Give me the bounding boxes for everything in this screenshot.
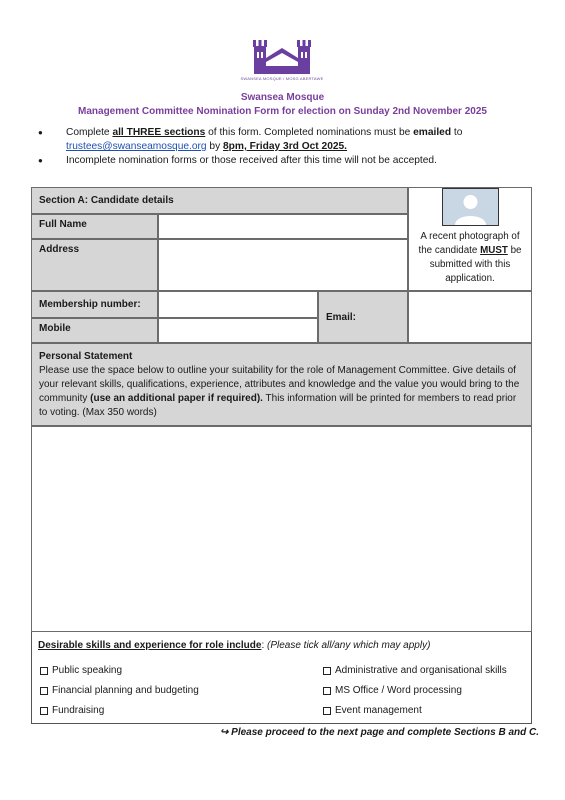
org-name: Swansea Mosque (240, 92, 325, 103)
checkbox-icon[interactable] (323, 707, 331, 715)
address-input[interactable] (158, 239, 408, 291)
personal-statement-heading: Personal Statement (39, 351, 133, 362)
email-input[interactable] (408, 291, 532, 343)
email-label: Email: (318, 291, 408, 343)
mobile-label: Mobile (31, 318, 158, 343)
personal-statement-input[interactable] (31, 426, 532, 632)
section-a-heading: Section A: Candidate details (31, 187, 408, 214)
skill-administrative[interactable]: Administrative and organisational skills (323, 665, 507, 676)
email-link[interactable]: trustees@swanseamosque.org (66, 141, 207, 152)
mobile-input[interactable] (158, 318, 318, 343)
skills-heading: Desirable skills and experience for role include: (Please tick all/any which may apply) (38, 640, 431, 651)
checkbox-icon[interactable] (40, 667, 48, 675)
avatar-placeholder-icon (442, 188, 499, 226)
next-page-note: ↪ Please proceed to the next page and complete Sections B and C. (220, 727, 540, 738)
skill-event-management[interactable]: Event management (323, 705, 422, 716)
logo-caption: SWANSEA MOSQUE / MOSG ABERTAWE (240, 76, 324, 81)
form-title: Management Committee Nomination Form for election on Sunday 2nd November 2025 (78, 106, 487, 117)
address-label: Address (31, 239, 158, 291)
skill-financial-planning[interactable]: Financial planning and budgeting (40, 685, 199, 696)
membership-input[interactable] (158, 291, 318, 318)
instruction-item: ● Complete all THREE sections of this form. Completed nominations must be emailed to trustees@swanseamosque.org by 8pm, Friday 3rd Oct 2025. (36, 126, 526, 154)
skill-fundraising[interactable]: Fundraising (40, 705, 104, 716)
personal-statement-heading-block: Personal Statement Please use the space below to outline your suitability for the role of Management Committee. Give details of your relevant skills, qualifications, experience, attributes and knowledge and the value you would bring to the community (use an additional paper if required). This information will be printed for members to read prior to voting. (Max 350 words) (31, 343, 532, 426)
checkbox-icon[interactable] (323, 667, 331, 675)
checkbox-icon[interactable] (323, 687, 331, 695)
instruction-item: ● Incomplete nomination forms or those received after this time will not be accepted. (36, 154, 526, 168)
instructions-list (36, 126, 526, 168)
skill-ms-office[interactable]: MS Office / Word processing (323, 685, 462, 696)
full-name-label: Full Name (31, 214, 158, 239)
skill-public-speaking[interactable]: Public speaking (40, 665, 122, 676)
photo-instructions: A recent photograph of the candidate MUST be submitted with this application. (408, 187, 532, 291)
membership-label: Membership number: (31, 291, 158, 318)
full-name-input[interactable] (158, 214, 408, 239)
checkbox-icon[interactable] (40, 707, 48, 715)
checkbox-icon[interactable] (40, 687, 48, 695)
